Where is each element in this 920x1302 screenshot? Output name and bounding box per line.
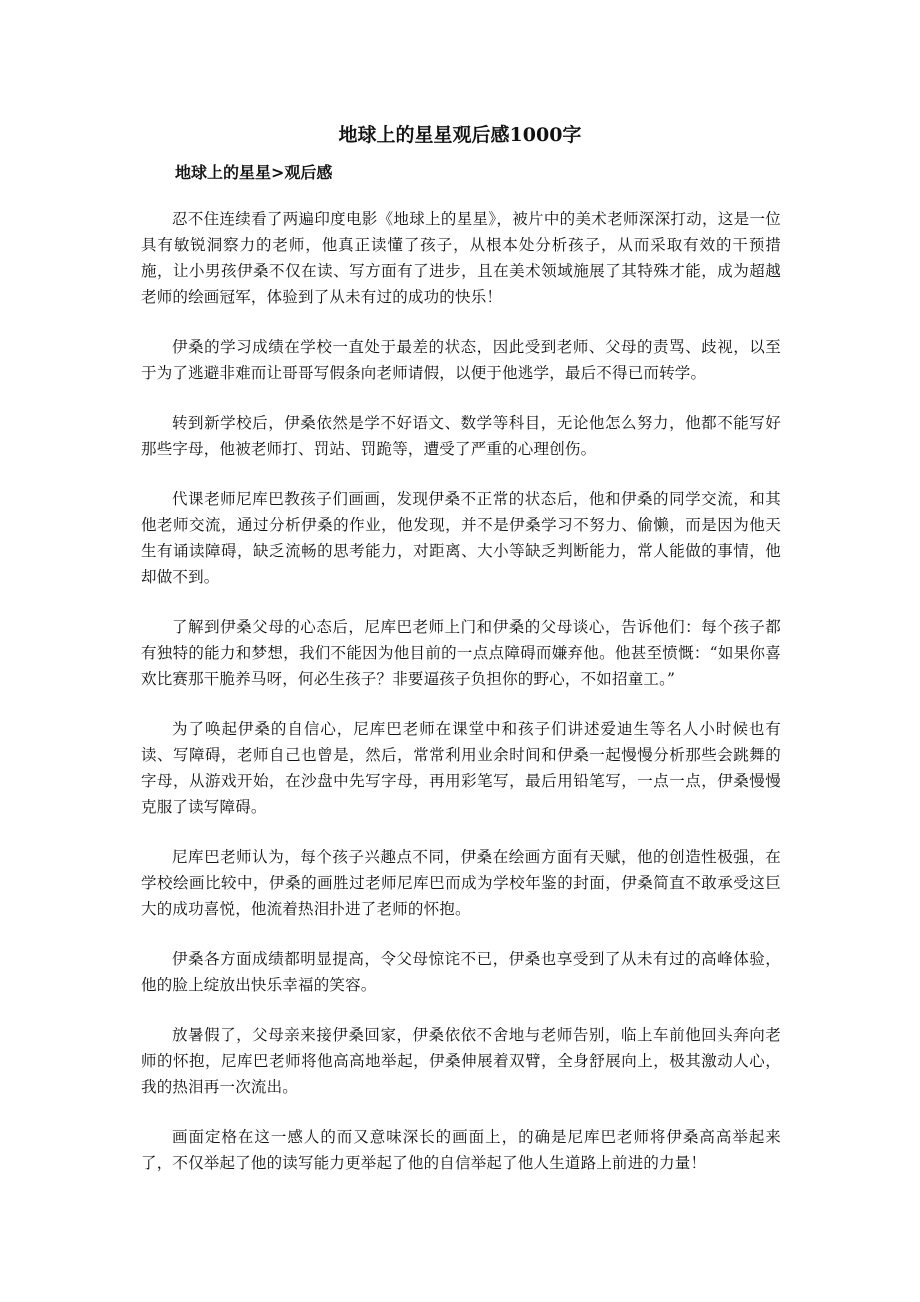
paragraph-2: 伊桑的学习成绩在学校一直处于最差的状态，因此受到老师、父母的责骂、歧视，以至于为了逃避非难而让哥哥写假条向老师请假，以便于他逃学，最后不得已而转学。: [141, 338, 781, 382]
document-body: [141, 206, 781, 1200]
document-title: 地球上的星星观后感1000字: [338, 124, 582, 146]
paragraph-3: 转到新学校后，伊桑依然是学不好语文、数学等科目，无论他怎么努力，他都不能写好那些字母，他被老师打、罚站、罚跪等，遭受了严重的心理创伤。: [141, 414, 781, 458]
paragraph-1: 忍不住连续看了两遍印度电影《地球上的星星》，被片中的美术老师深深打动，这是一位具有敏锐洞察力的老师，他真正读懂了孩子，从根本处分析孩子，从而采取有效的干预措施，让小男孩伊桑不仅在读、写方面有了进步，且在美术领域施展了其特殊才能，成为超越老师的绘画冠军，体验到了从未有过的成功的快乐！: [141, 210, 781, 306]
paragraph-4: 代课老师尼库巴教孩子们画画，发现伊桑不正常的状态后，他和伊桑的同学交流，和其他老师交流，通过分析伊桑的作业，他发现，并不是伊桑学习不努力、偷懒，而是因为他天生有诵读障碍，缺乏流畅的思考能力，对距离、大小等缺乏判断能力，常人能做的事情，他却做不到。: [141, 490, 781, 586]
document-subtitle: 地球上的星星>观后感: [175, 163, 333, 182]
paragraph-10: 画面定格在这一感人的而又意味深长的画面上，的确是尼库巴老师将伊桑高高举起来了，不仅举起了他的读写能力更举起了他的自信举起了他人生道路上前进的力量！: [141, 1128, 781, 1172]
paragraph-5: 了解到伊桑父母的心态后，尼库巴老师上门和伊桑的父母谈心，告诉他们：每个孩子都有独特的能力和梦想，我们不能因为他目前的一点点障碍而嫌弃他。他甚至愤慨：“如果你喜欢比赛那干脆养马呀，何必生孩子？非要逼孩子负担你的野心，不如招童工。”: [141, 618, 781, 688]
paragraph-9: 放暑假了，父母亲来接伊桑回家，伊桑依依不舍地与老师告别，临上车前他回头奔向老师的怀抱，尼库巴老师将他高高地举起，伊桑伸展着双臂，全身舒展向上，极其激动人心，我的热泪再一次流出。: [141, 1026, 781, 1096]
paragraph-7: 尼库巴老师认为，每个孩子兴趣点不同，伊桑在绘画方面有天赋，他的创造性极强，在学校绘画比较中，伊桑的画胜过老师尼库巴而成为学校年鉴的封面，伊桑简直不敢承受这巨大的成功喜悦，他流着热泪扑进了老师的怀抱。: [141, 848, 781, 918]
paragraph-6: 为了唤起伊桑的自信心，尼库巴老师在课堂中和孩子们讲述爱迪生等名人小时候也有读、写障碍，老师自己也曾是，然后，常常利用业余时间和伊桑一起慢慢分析那些会跳舞的字母，从游戏开始，在沙盘中先写字母，再用彩笔写，最后用铅笔写，一点一点，伊桑慢慢克服了读写障碍。: [141, 720, 781, 816]
paragraph-8: 伊桑各方面成绩都明显提高，令父母惊诧不已，伊桑也享受到了从未有过的高峰体验，他的脸上绽放出快乐幸福的笑容。: [141, 950, 781, 994]
